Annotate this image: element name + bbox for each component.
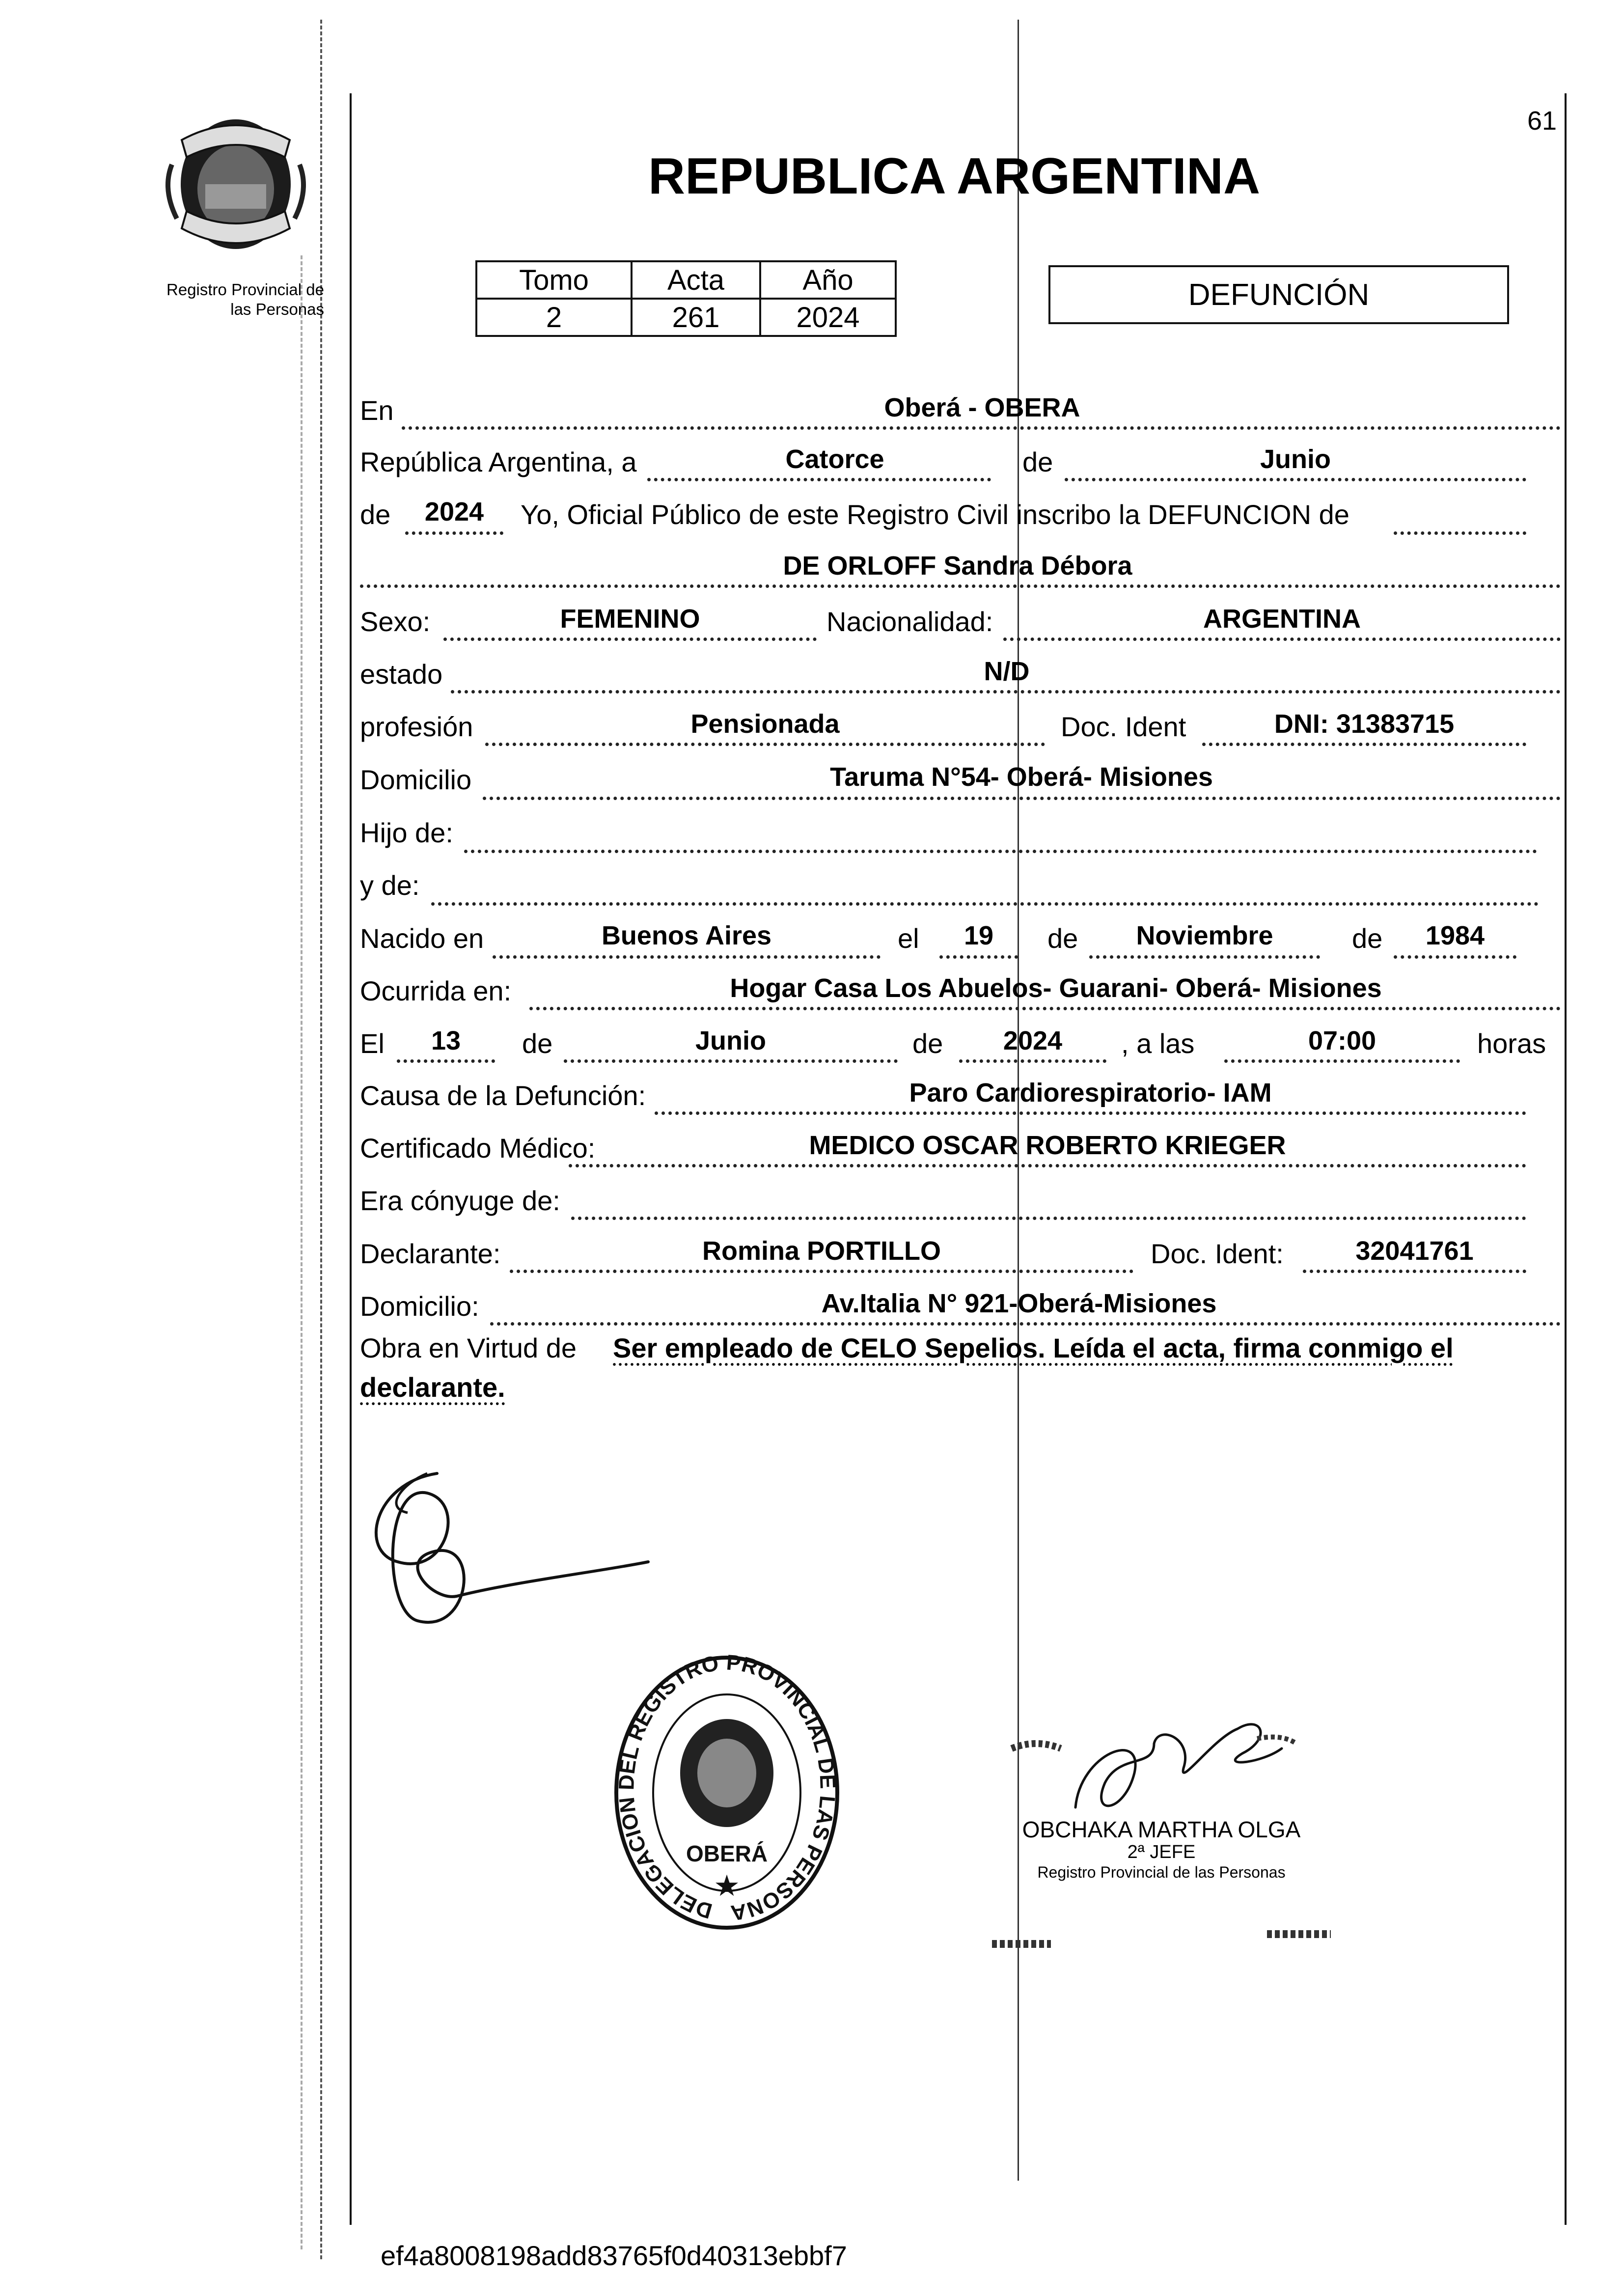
value-nac-mes: Noviembre bbox=[1136, 921, 1273, 950]
line-mes bbox=[1065, 478, 1526, 481]
svg-text:★: ★ bbox=[714, 1869, 740, 1902]
value-certificado: MEDICO OSCAR ROBERTO KRIEGER bbox=[809, 1131, 1286, 1160]
value-nac-anio: 1984 bbox=[1425, 921, 1485, 950]
value-profesion: Pensionada bbox=[690, 709, 840, 739]
value-declarante-domicilio: Av.Italia N° 921-Oberá-Misiones bbox=[821, 1289, 1217, 1318]
frame-left-border bbox=[350, 93, 352, 2225]
line-y-de bbox=[431, 902, 1539, 906]
label-de-nac-anio: de bbox=[1352, 923, 1383, 954]
value-nacido-en: Buenos Aires bbox=[601, 921, 772, 950]
label-domicilio-2: Domicilio: bbox=[360, 1291, 479, 1322]
label-sexo: Sexo: bbox=[360, 606, 431, 637]
label-de-nac-mes: de bbox=[1047, 923, 1078, 954]
value-hora: 07:00 bbox=[1308, 1026, 1376, 1055]
value-nac-dia: 19 bbox=[963, 921, 994, 950]
value-domicilio: Taruma N°54- Oberá- Misiones bbox=[830, 762, 1213, 792]
label-y-de: y de: bbox=[360, 870, 420, 901]
line-dni bbox=[1202, 743, 1526, 746]
value-obra-line2: declarante. bbox=[360, 1372, 505, 1403]
label-de-mes: de bbox=[1022, 446, 1053, 477]
value-nacionalidad: ARGENTINA bbox=[1203, 604, 1361, 634]
label-obra: Obra en Virtud de bbox=[360, 1332, 577, 1363]
line-causa bbox=[655, 1111, 1526, 1115]
label-doc-ident-2: Doc. Ident: bbox=[1151, 1238, 1284, 1269]
official-office: Registro Provincial de las Personas bbox=[1037, 1863, 1286, 1882]
label-de-anio: de bbox=[360, 499, 391, 530]
value-estado: N/D bbox=[984, 657, 1030, 686]
frame-right-border bbox=[1565, 93, 1567, 2225]
label-de-def-mes: de bbox=[522, 1028, 553, 1059]
value-lugar: Oberá - OBERA bbox=[884, 393, 1080, 422]
line-conyuge bbox=[571, 1217, 1526, 1220]
label-horas: horas bbox=[1477, 1028, 1546, 1059]
document-hash: ef4a8008198add83765f0d40313ebbf7 bbox=[381, 2240, 847, 2271]
line-hijo bbox=[464, 850, 1537, 853]
line-dia bbox=[647, 478, 991, 481]
value-anio: 2024 bbox=[424, 497, 484, 527]
tomo-value: 2 bbox=[476, 299, 632, 336]
value-sexo: FEMENINO bbox=[560, 604, 700, 634]
line-nac-anio bbox=[1394, 955, 1516, 959]
label-causa: Causa de la Defunción: bbox=[360, 1080, 646, 1111]
line-declarante bbox=[510, 1270, 1133, 1273]
page-number: 61 bbox=[1527, 106, 1557, 136]
provincial-emblem bbox=[162, 111, 309, 258]
line-sexo bbox=[443, 638, 817, 641]
seal-ring-text: DELEGACION DEL REGISTRO PROVINCIAL DE LAS PERSONA bbox=[614, 1650, 840, 1925]
value-def-mes: Junio bbox=[695, 1026, 766, 1055]
label-ocurrida: Ocurrida en: bbox=[360, 975, 512, 1006]
label-a-las: , a las bbox=[1121, 1028, 1195, 1059]
binding-line bbox=[320, 20, 322, 2259]
registry-name bbox=[133, 280, 324, 319]
line-def-anio bbox=[959, 1059, 1106, 1063]
label-nacionalidad: Nacionalidad: bbox=[826, 606, 993, 637]
binding-line-2 bbox=[301, 255, 303, 2249]
acta-header: Acta bbox=[632, 261, 760, 299]
line-hora bbox=[1224, 1059, 1460, 1063]
label-el: el bbox=[898, 923, 919, 954]
line-nacido-en bbox=[493, 955, 881, 959]
value-nombre: DE ORLOFF Sandra Débora bbox=[783, 551, 1132, 581]
registry-line-2: las Personas bbox=[230, 300, 324, 318]
line-nac-mes bbox=[1089, 955, 1320, 959]
seal-center-text: OBERÁ bbox=[686, 1841, 768, 1866]
value-causa: Paro Cardiorespiratorio- IAM bbox=[909, 1078, 1272, 1108]
label-conyuge: Era cónyuge de: bbox=[360, 1185, 560, 1216]
value-declarante-doc: 32041761 bbox=[1355, 1236, 1474, 1266]
official-seal bbox=[609, 1650, 845, 1938]
line-nac-dia bbox=[939, 955, 1018, 959]
declarant-signature bbox=[354, 1464, 673, 1643]
label-nacido: Nacido en bbox=[360, 923, 484, 954]
acta-value: 261 bbox=[632, 299, 760, 336]
label-profesion: profesión bbox=[360, 711, 473, 742]
label-estado: estado bbox=[360, 659, 443, 690]
line-def-dia bbox=[397, 1059, 495, 1063]
line-yo bbox=[1394, 531, 1526, 535]
line-domicilio-2 bbox=[490, 1322, 1561, 1326]
official-stamp bbox=[1009, 1817, 1314, 1883]
line-ocurrida bbox=[529, 1007, 1561, 1010]
stamp-smudge bbox=[992, 1940, 1051, 1948]
value-declarante: Romina PORTILLO bbox=[702, 1236, 941, 1266]
value-def-anio: 2024 bbox=[1003, 1026, 1063, 1055]
line-estado bbox=[451, 690, 1561, 693]
label-de-def-anio: de bbox=[912, 1028, 943, 1059]
label-en: En bbox=[360, 395, 394, 426]
tomo-header: Tomo bbox=[476, 261, 632, 299]
label-el2: El bbox=[360, 1028, 385, 1059]
anio-header: Año bbox=[760, 261, 896, 299]
line-domicilio bbox=[483, 797, 1561, 800]
label-yo: Yo, Oficial Público de este Registro Civil inscribo la DEFUNCION de bbox=[521, 499, 1349, 530]
label-domicilio: Domicilio bbox=[360, 764, 472, 795]
official-title: 2ª JEFE bbox=[1127, 1841, 1196, 1862]
stamp-smudge-2 bbox=[1267, 1930, 1331, 1938]
official-name: OBCHAKA MARTHA OLGA bbox=[1022, 1817, 1301, 1842]
line-nombre bbox=[360, 584, 1561, 588]
label-certificado: Certificado Médico: bbox=[360, 1133, 596, 1164]
line-profesion bbox=[485, 743, 1045, 746]
line-nacionalidad bbox=[1003, 638, 1561, 641]
line-certificado bbox=[569, 1164, 1526, 1167]
line-declarante-doc bbox=[1303, 1270, 1526, 1273]
line-def-mes bbox=[564, 1059, 898, 1063]
record-type-box: DEFUNCIÓN bbox=[1048, 265, 1509, 324]
value-mes: Junio bbox=[1260, 444, 1331, 474]
label-doc-ident: Doc. Ident bbox=[1061, 711, 1186, 742]
registry-line-1: Registro Provincial de bbox=[166, 280, 324, 299]
value-ocurrida: Hogar Casa Los Abuelos- Guarani- Oberá- Misiones bbox=[730, 973, 1382, 1003]
value-def-dia: 13 bbox=[431, 1026, 461, 1055]
label-declarante: Declarante: bbox=[360, 1238, 501, 1269]
value-dia-letras: Catorce bbox=[785, 444, 884, 474]
value-obra-line1: Ser empleado de CELO Sepelios. Leída el acta, firma conmigo el bbox=[613, 1332, 1454, 1363]
line-anio bbox=[405, 531, 503, 535]
page-title: REPUBLICA ARGENTINA bbox=[648, 148, 1261, 205]
anio-value: 2024 bbox=[760, 299, 896, 336]
line-en bbox=[402, 426, 1561, 430]
record-table bbox=[475, 260, 897, 337]
label-republica: República Argentina, a bbox=[360, 446, 637, 477]
label-hijo: Hijo de: bbox=[360, 817, 453, 848]
value-dni: DNI: 31383715 bbox=[1274, 709, 1455, 739]
